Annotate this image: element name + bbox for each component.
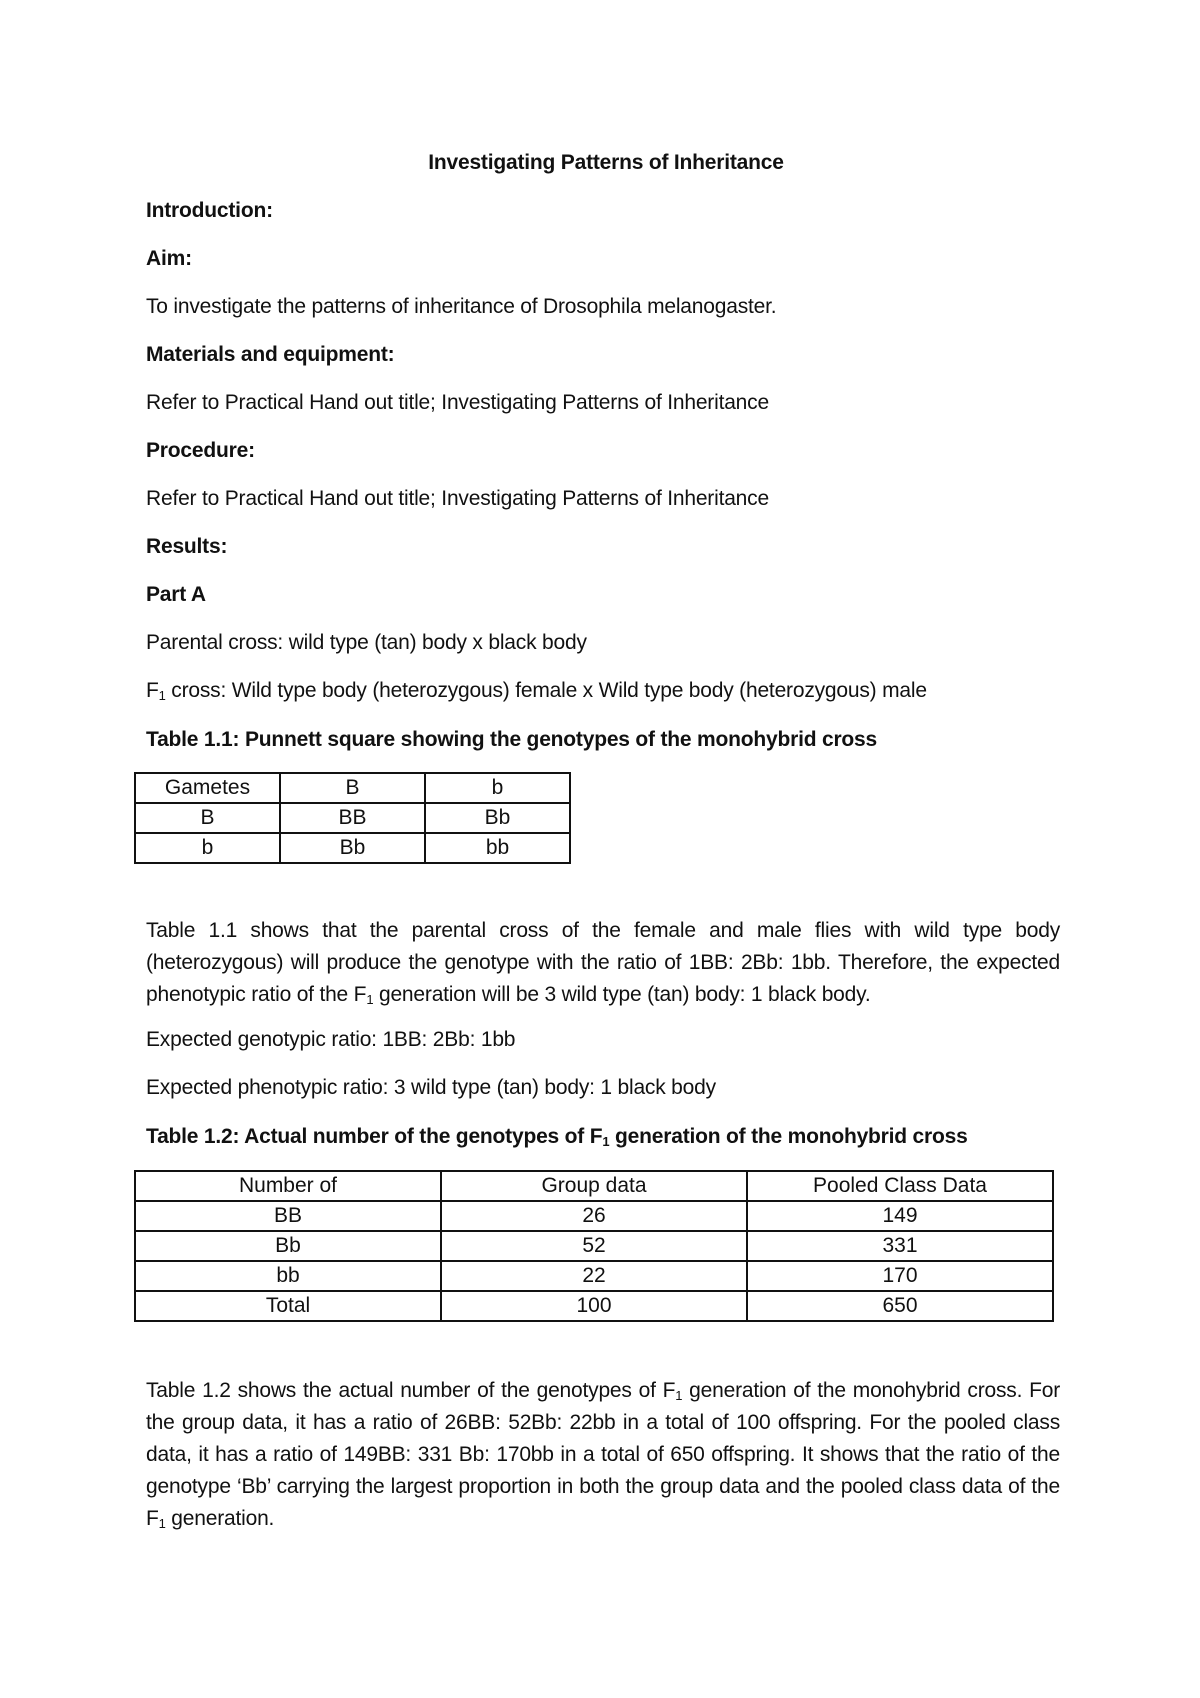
table-cell: B xyxy=(280,773,425,803)
table-row xyxy=(135,833,570,863)
table-cell: B xyxy=(135,803,280,833)
table-cell: 170 xyxy=(747,1261,1053,1291)
heading-results: Results: xyxy=(146,535,228,558)
heading-procedure: Procedure: xyxy=(146,439,255,462)
table-cell: Bb xyxy=(135,1231,441,1261)
table-cell: Group data xyxy=(441,1171,747,1201)
table-cell: 149 xyxy=(747,1201,1053,1231)
materials-text: Refer to Practical Hand out title; Investigating Patterns of Inheritance xyxy=(146,391,769,414)
table-row xyxy=(135,1261,1053,1291)
table-cell: Gametes xyxy=(135,773,280,803)
table-cell: BB xyxy=(135,1201,441,1231)
table-cell: bb xyxy=(135,1261,441,1291)
table-cell: b xyxy=(425,773,570,803)
table-cell: 26 xyxy=(441,1201,747,1231)
table-row xyxy=(135,803,570,833)
heading-part-a: Part A xyxy=(146,583,206,606)
punnett-square-table xyxy=(134,772,571,864)
genotype-counts-table xyxy=(134,1170,1054,1322)
expected-genotypic-ratio: Expected genotypic ratio: 1BB: 2Bb: 1bb xyxy=(146,1028,516,1051)
table-row xyxy=(135,773,570,803)
table-cell: bb xyxy=(425,833,570,863)
heading-materials: Materials and equipment: xyxy=(146,343,395,366)
parental-cross-text: Parental cross: wild type (tan) body x black body xyxy=(146,631,587,654)
table1-discussion-paragraph: Table 1.1 shows that the parental cross of the female and male flies with wild type body (heterozygous) will produce the genotype with the ratio of 1BB: 2Bb: 1bb. Therefore, the expected phenotypic ratio of the $F_1$ generation will be 3 wild type (tan) body: 1 black body. xyxy=(146,919,1060,1007)
table2-caption: Table 1.2: Actual number of the genotypes of $F_1$ generation of the monohybrid cross xyxy=(146,1125,968,1149)
table-cell: Bb xyxy=(425,803,570,833)
table-cell: Total xyxy=(135,1291,441,1321)
document-title: Investigating Patterns of Inheritance xyxy=(428,151,784,174)
expected-phenotypic-ratio: Expected phenotypic ratio: 3 wild type (tan) body: 1 black body xyxy=(146,1076,716,1099)
procedure-text: Refer to Practical Hand out title; Investigating Patterns of Inheritance xyxy=(146,487,769,510)
heading-introduction: Introduction: xyxy=(146,199,273,222)
table-row xyxy=(135,1201,1053,1231)
table-row xyxy=(135,1231,1053,1261)
table-cell: Pooled Class Data xyxy=(747,1171,1053,1201)
table1-caption: Table 1.1: Punnett square showing the genotypes of the monohybrid cross xyxy=(146,728,878,751)
aim-text: To investigate the patterns of inheritance of Drosophila melanogaster. xyxy=(146,295,777,318)
heading-aim: Aim: xyxy=(146,247,192,270)
table-cell: BB xyxy=(280,803,425,833)
table-cell: 650 xyxy=(747,1291,1053,1321)
table2-discussion-paragraph: Table 1.2 shows the actual number of the genotypes of $F_1$ generation of the monohybrid cross. For the group data, it has a ratio of 26BB: 52Bb: 22bb in a total of 100 offspring. For the pooled class data, it has a ratio of 149BB: 331 Bb: 170bb in a total of 650 offspring. It shows that the ratio of the genotype ‘Bb’ carrying the largest proportion in both the group data and the pooled class data of the $F_1$ generation. xyxy=(146,1379,1061,1531)
table-cell: 52 xyxy=(441,1231,747,1261)
table-cell: Bb xyxy=(280,833,425,863)
table-cell: 100 xyxy=(441,1291,747,1321)
f1-cross-text: $F_1$ cross: Wild type body (heterozygous) female x Wild type body (heterozygous) male xyxy=(146,679,927,703)
table-cell: 22 xyxy=(441,1261,747,1291)
table-row xyxy=(135,1171,1053,1201)
table-cell: 331 xyxy=(747,1231,1053,1261)
table-cell: b xyxy=(135,833,280,863)
table-row xyxy=(135,1291,1053,1321)
table-cell: Number of xyxy=(135,1171,441,1201)
